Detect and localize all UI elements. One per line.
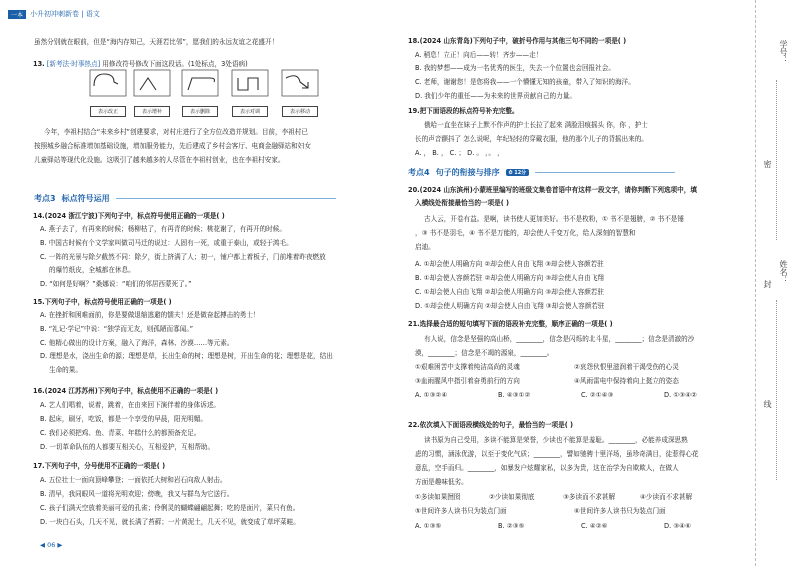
q14-option-c: C. 一阵的光景与除夕截然不同：除夕，街上挤满了人；初一，铺户都上着板子，门前堆着昨夜燃放	[40, 253, 326, 261]
seal-label-xian: 线	[763, 400, 772, 408]
q20-passage-2: ，③ 书不是羽毛，④ 书不是万能的，却会使人千变万化，给人深刻的智慧和	[415, 229, 636, 237]
q22-option-a: A. ①③⑤	[415, 522, 442, 530]
q18-option-c: C. 老师，谢谢您！是您将我——一个懵懂无知的孩童，带入了知识的海洋。	[415, 78, 635, 86]
q19-answer-blanks: A. ， B. ， C. ； D. 。 ，。 ，	[415, 149, 504, 157]
q16-option-b: B. 起床，刷牙，吃饭，都是一个享受的早晨，阳光明媚。	[40, 415, 207, 423]
symbol-label-correct: 表示改正	[90, 106, 126, 117]
q14-option-d: D. “如何是好啊？”桑娜说：“咱们的邻居西蒙死了。”	[40, 280, 192, 288]
revision-symbol-marks	[88, 68, 333, 104]
q16-option-c: C. 我们必须把鸡、鱼、青菜、年糕什么的都预备充足。	[40, 429, 201, 437]
name-write-line	[776, 300, 778, 480]
q13-passage-2: 按照城乡融合标准增加基础设施，增加服务能力，先后建成了乡村会客厅、电商金融驿站和妇女	[34, 142, 311, 150]
q22-choice-2: ②少读如果彻底	[489, 493, 535, 501]
revision-symbols	[88, 68, 333, 120]
intro-line: 虽然分别就在眼前，但是“海内存知己，天涯若比邻”，愿我们的永远友谊之花盛开！	[34, 38, 279, 46]
q22-choice-5: ⑤世间许多人读书只为装点门面	[415, 507, 507, 515]
symbol-label-move: 表示移动	[282, 106, 318, 117]
page-header	[8, 9, 100, 19]
q15-option-b: B. “礼记·学记”中说：“独学而无友，则孤陋而寡闻。”	[40, 325, 194, 333]
q21-choice-4: ④风雨雷电中保持着向上挺立的姿态	[574, 377, 679, 385]
q22-passage-1: 读书原为自己受用，多读不能算是荣誉，少读也不能算是羞耻。________，必能养成深思熟	[424, 436, 688, 444]
q22-stem: 22.依次填入下面语段横线处的句子，最恰当的一项是( )	[408, 421, 574, 429]
page-number: ◀ 06 ▶	[40, 541, 63, 549]
header-title: 小升初冲刺新卷 | 语文	[30, 10, 100, 18]
seal-sidebar	[755, 0, 800, 566]
q18-option-b: B. 我的梦想——成为一名优秀的医生，失去一个位置也会回报社会。	[415, 64, 615, 72]
q14-option-c-cont: 的爆竹纸皮，全城都在休息。	[49, 266, 135, 274]
q13-passage-3: 儿童驿站等现代化设施。这吸引了越来越多的人尽管在李祖村创业，也在李祖村安家。	[34, 156, 285, 164]
q20-stem-cont: 入横线处衔接最恰当的一项是( )	[415, 199, 510, 207]
q17-stem: 17.下列句子中，分号使用不正确的一项是( )	[33, 462, 166, 470]
symbol-label-delete: 表示删除	[182, 106, 218, 117]
q14-stem: 14.(2024 浙江宁波)下列句子中，标点符号使用正确的一项是( )	[33, 212, 225, 220]
q16-option-a: A. 艺人们唱着，说着，跳着，在由来回下演伴着的身体诉述。	[40, 401, 221, 409]
student-name-label: 姓名：	[779, 260, 788, 284]
q18-stem: 18.(2024 山东青岛)下列句子中，破折号作用与其他三句不同的一项是( )	[408, 37, 627, 45]
q15-option-c: C. 他精心做出的设计方案，融入了海洋，森林、沙漠……等元素。	[40, 339, 234, 347]
id-write-line	[776, 80, 778, 240]
q14-option-a: A. 燕子去了，有再来的时候；杨柳枯了，有再青的时候；桃花谢了，有再开的时候。	[40, 225, 286, 233]
q21-passage-1: 有人说，信念是坚强的高山桥，________，信念是闪烁的北斗星，________；信念是清澈的沙	[424, 335, 695, 343]
q22-passage-3: 意乱，空手而归。________，如暴发户炫耀家私，以多为贵，这在治学为自欺欺人，在做人	[415, 464, 679, 472]
q19-stem: 19.把下面语段的标点符号补充完整。	[408, 107, 519, 115]
kaodian3-heading: 考点3 标点符号运用	[34, 193, 336, 204]
q17-option-a: A. 五位壮士一面向顶峰攀登；一面依托大树和岩石向敌人射击。	[40, 476, 227, 484]
q20-option-c: C. ①却会使人自由飞翔 ②却会使人明确方向 ③却会使人容颜若驻	[415, 288, 604, 296]
q20-stem: 20.(2024 山东滨州)小蒙班里编写的班级文集卷首语中有这样一段文字，请你判断下列选项中，填	[408, 186, 697, 194]
q20-option-a: A. ①却会使人明确方向 ②却会使人自由飞翔 ③却会使人容颜若驻	[415, 260, 604, 268]
q20-option-b: B. ①却会使人容颜若驻 ②却会使人明确方向 ③却会使人自由飞翔	[415, 274, 604, 282]
q20-passage-1: 古人云，开卷有益。是啊，读书使人更加美好。书不是枚粉，① 书不是翅膀，② 书不是锤	[424, 215, 684, 223]
q22-option-c: C. ④②⑥	[581, 522, 608, 530]
q16-stem: 16.(2024 江苏苏州)下列句子中，标点使用不正确的一项是( )	[33, 387, 219, 395]
q21-passage-2: 漠，________；信念是不竭的源泉，________。	[415, 349, 554, 357]
q21-option-b: B. ④③①②	[498, 391, 531, 399]
q17-option-d: D. 一块白石头，几天不见，就长满了苔藓；一片黄泥土，几天不见，就变成了草坪菜畦。	[40, 518, 300, 526]
q15-option-d: D. 理想是水，浇出生命的源；理想是草，长出生命的树；理想是树，开出生命的花；理想是花，结出	[40, 352, 333, 360]
q20-option-d: D. ①却会使人明确方向 ②却会使人自由飞翔 ③却会使人容颜若驻	[415, 302, 605, 310]
q13-stem: 13. [新考法·时事热点] 用修改符号修改下面这段话。(1处标点，3处语病)	[33, 60, 248, 68]
q17-option-b: B. 清早，我同眼风一道将光明欢迎；傍晚，我又与群鸟为它送行。	[40, 490, 234, 498]
q22-option-b: B. ②③⑤	[498, 522, 525, 530]
q18-option-d: D. 我们少年的重任——为未来的世界贡献自己的力量。	[415, 92, 576, 100]
q15-option-d-cont: 生命的果。	[49, 366, 82, 374]
q19-passage-1: 俄哈一直坐在妹子上默不作声的护士长拉了起来 满脸泪痕摇头 你，你 ，护士	[424, 121, 648, 129]
q22-passage-4: 方面是趣味低劣。	[415, 478, 468, 486]
timer-badge: ⏱ 12分	[506, 169, 530, 176]
q19-passage-2: 长的声音颤抖了 怎么说呢，年纪轻轻的穿戴衣服，他的那个儿子的背摇出来的。	[415, 135, 648, 143]
q21-option-a: A. ①③②④	[415, 391, 448, 399]
q21-option-c: C. ②①④③	[581, 391, 614, 399]
q16-option-d: D. 一切革命队伍的人都要互相关心，互相爱护，互相帮助。	[40, 443, 215, 451]
q13-passage-1: 今年，李祖村结合“未来乡村”创建要求，对村庄进行了全方位改造并规划。目前，李祖村已	[44, 128, 308, 136]
q22-choice-4: ④少读而不求甚解	[640, 493, 693, 501]
q22-option-d: D. ③④⑥	[664, 522, 692, 530]
q20-passage-3: 启迪。	[415, 243, 435, 251]
q21-choice-1: ①艰难困苦中支撑着纯洁高尚的灵魂	[415, 363, 520, 371]
q21-choice-3: ③血雨腥风中指引着奋勇前行的方向	[415, 377, 520, 385]
q14-option-b: B. 中国古时候有个文学家叫做司马迁的说过：人固有一死，或重于泰山，或轻于鸿毛。	[40, 239, 293, 247]
q18-option-a: A. 稍息！立正！向后——转！齐步——走！	[415, 51, 543, 59]
q22-choice-3: ③多读而不求甚解	[563, 493, 616, 501]
q21-option-d: D. ①③④②	[664, 391, 697, 399]
seal-label-feng: 封	[763, 280, 772, 288]
symbol-label-swap: 表示对调	[232, 106, 268, 117]
q21-choice-2: ②哀怨伙恨里滋润着干渴受伤的心灵	[574, 363, 679, 371]
q17-option-c: C. 孩子们满天空放着美丽可爱的孔雀；伶俐灵的蝴蝶翩翩起舞；吃的是面片，菜只有鱼。	[40, 504, 300, 512]
kaodian4-heading: 考点4 句子的衔接与排序 ⏱ 12分	[408, 167, 675, 178]
header-tag: 一本	[8, 10, 26, 19]
seal-label-mi: 密	[763, 160, 772, 168]
q15-stem: 15.下列句子中，标点符号使用正确的一项是( )	[33, 298, 172, 306]
q22-choice-6: ⑥世间许多人读书只为装点门面	[574, 507, 666, 515]
q21-stem: 21.选择最合适的短句填写下面的语段补充完整，顺序正确的一项是( )	[408, 320, 613, 328]
q22-passage-2: 虑的习惯，涵泳优游，以至于变化气质；________，譬如驰骋十里洋场，虽珍奇满目，徒惹得心花	[415, 450, 699, 458]
symbol-label-insert: 表示增补	[134, 106, 170, 117]
q15-option-a: A. 在挫折和困难面前，你是要做退缩逃避的懦夫！还是做奋起搏击的勇士！	[40, 311, 260, 319]
q22-choice-1: ①多读如果囫囵	[415, 493, 461, 501]
student-id-label: 学号：	[779, 40, 788, 64]
